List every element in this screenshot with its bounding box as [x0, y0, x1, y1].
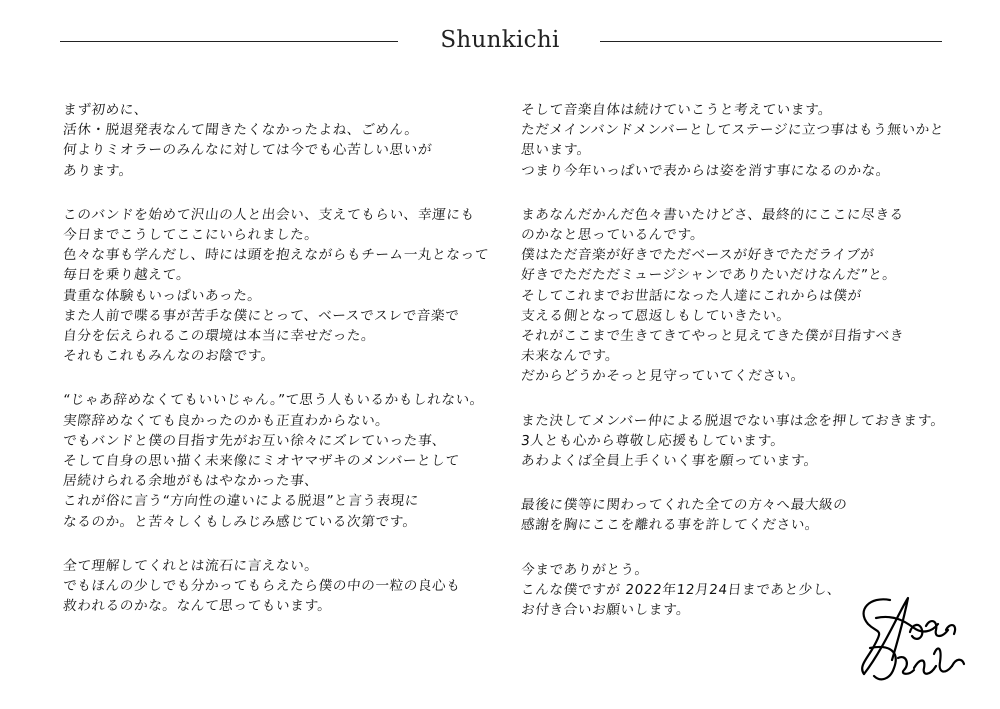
paragraph	[520, 495, 940, 535]
handwritten-line: でもほんの少しでも分かってもらえたら僕の中の一粒の良心も	[62, 578, 462, 595]
paragraph	[62, 390, 492, 531]
handwritten-line: あります。	[62, 162, 134, 179]
handwritten-line: つまり今年いっぱいで表からは姿を消す事になるのかな。	[520, 162, 891, 179]
handwritten-line: お付き合いお願いします。	[520, 602, 692, 619]
paragraph	[520, 100, 945, 181]
handwritten-line: のかなと思っているんです。	[520, 227, 706, 244]
handwritten-line: 毎日を乗り越えて。	[62, 267, 192, 284]
letter-column-right	[520, 100, 946, 644]
handwritten-line: 色々な事も学んだし、時には頭を抱えながらもチーム一丸となって	[62, 247, 490, 264]
handwritten-line: 思います。	[520, 142, 592, 159]
handwritten-line: 未来なんです。	[520, 348, 621, 365]
handwritten-line: それもこれもみんなのお陰です。	[62, 348, 276, 365]
handwritten-line: 救われるのかな。なんて思ってもいます。	[62, 598, 333, 615]
handwritten-line: 貴重な体験もいっぱいあった。	[62, 287, 263, 304]
header-rule-right	[600, 41, 942, 42]
handwritten-line: これが俗に言う“方向性の違いによる脱退”と言う表現に	[62, 493, 420, 510]
handwritten-line: 支える側となって恩返しもしていきたい。	[520, 307, 792, 324]
handwritten-line: 何よりミオラーのみんなに対しては今でも心苦しい思いが	[62, 142, 433, 159]
paragraph	[62, 100, 492, 181]
paragraph	[62, 205, 492, 367]
handwritten-line: 感謝を胸にここを離れる事を許してください。	[520, 517, 820, 534]
handwritten-line: 全て理解してくれとは流石に言えない。	[62, 557, 320, 574]
handwritten-line: 自分を伝えられるこの環境は本当に幸せだった。	[62, 328, 377, 345]
handwritten-line: 活休・脱退発表なんて聞きたくなかったよね、ごめん。	[62, 122, 420, 139]
handwritten-line: だからどうかそっと見守っていてください。	[520, 368, 806, 385]
handwritten-line: そしてこれまでお世話になった人達にこれからは僕が	[520, 287, 863, 304]
handwritten-line: 今までありがとう。	[520, 561, 650, 578]
paragraph	[520, 205, 940, 387]
handwritten-line: 居続けられる余地がもはやなかった事、	[62, 473, 320, 490]
handwritten-line: “じゃあ辞めなくてもいいじゃん。”て思う人もいるかもしれない。	[62, 392, 485, 409]
handwritten-line: また人前で喋る事が苦手な僕にとって、ベースでスレで音楽で	[62, 307, 461, 324]
handwritten-line: そして自身の思い描く未来像にミオヤマザキのメンバーとして	[62, 453, 461, 470]
handwritten-line: それがここまで生きてきてやっと見えてきた僕が目指すべき	[520, 328, 905, 345]
handwritten-line: あわよくば全員上手くいく事を願っています。	[520, 453, 819, 470]
handwritten-line: 3人とも心から尊敬し応援もしています。	[520, 432, 786, 449]
handwritten-line: 僕はただ音楽が好きでただベースが好きでただライブが	[520, 247, 876, 264]
handwritten-line: 今日までこうしてここにいられました。	[62, 227, 320, 244]
handwritten-line: ただメインバンドメンバーとしてステージに立つ事はもう無いかと	[520, 122, 945, 139]
handwritten-line: まず初めに、	[62, 102, 150, 118]
signature-handwritten	[850, 588, 970, 688]
handwritten-line: 最後に僕等に関わってくれた全ての方々へ最大級の	[520, 497, 849, 514]
handwritten-line: こんな僕ですが 2022年12月24日まであと少し、	[520, 581, 843, 598]
paragraph	[520, 411, 946, 472]
handwritten-line: そして音楽自体は続けていこうと考えています。	[520, 102, 834, 118]
handwritten-line: でもバンドと僕の目指す先がお互い徐々にズレていった事、	[62, 432, 448, 449]
handwritten-line: なるのか。と苦々しくもしみじみ感じている次第です。	[62, 513, 418, 530]
letter-column-left	[62, 100, 492, 640]
author-name: Shunkichi	[440, 27, 560, 53]
handwritten-line: また決してメンバー仲による脱退でない事は念を押しておきます。	[520, 412, 946, 429]
paragraph	[62, 556, 492, 617]
header-rule-left	[60, 41, 398, 42]
handwritten-line: まあなんだかんだ色々書いたけどさ、最終的にここに尽きる	[520, 206, 905, 223]
handwritten-line: 好きでただただミュージシャンでありたいだけなんだ”と。	[520, 267, 898, 284]
handwritten-line: 実際辞めなくても良かったのかも正直わからない。	[62, 412, 391, 429]
handwritten-line: このバンドを始めて沢山の人と出会い、支えてもらい、幸運にも	[62, 206, 476, 223]
